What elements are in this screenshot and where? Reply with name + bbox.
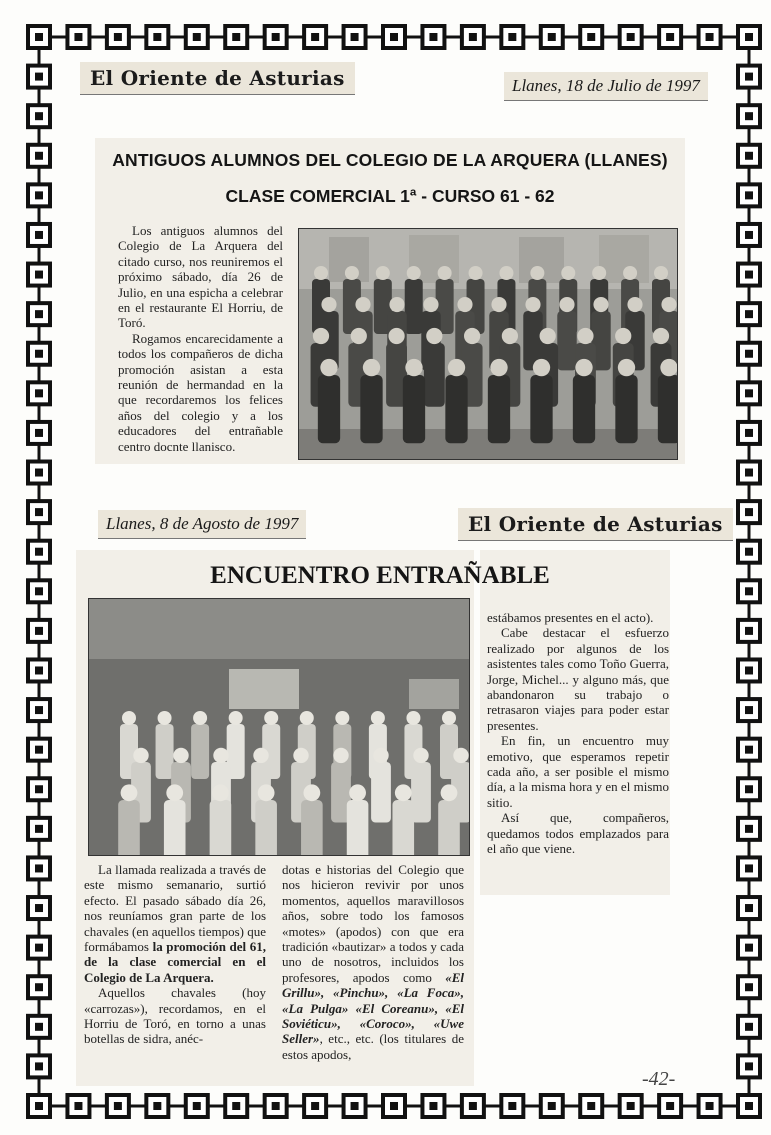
border-square-core xyxy=(35,904,43,912)
border-square-core xyxy=(706,1102,714,1110)
person-head xyxy=(559,297,574,312)
border-square-core xyxy=(232,33,240,41)
border-square-core xyxy=(311,1102,319,1110)
person-head xyxy=(253,748,268,763)
clipping1-headline-1: ANTIGUOS ALUMNOS DEL COLEGIO DE LA ARQUERA (LLANES) xyxy=(112,150,668,170)
person-head xyxy=(661,297,676,312)
border-square-core xyxy=(35,1062,43,1070)
border-square-core xyxy=(745,944,753,952)
class-group-photo-image xyxy=(299,229,677,459)
person-head xyxy=(464,328,480,344)
person-figure xyxy=(488,375,510,443)
border-square-core xyxy=(469,1102,477,1110)
person-head xyxy=(373,748,388,763)
person-head xyxy=(491,297,506,312)
person-figure xyxy=(424,343,445,407)
clipping2-column-2 xyxy=(282,862,464,1062)
border-square-core xyxy=(627,33,635,41)
person-head xyxy=(469,266,483,280)
person-head xyxy=(592,266,606,280)
border-square-core xyxy=(35,587,43,595)
person-head xyxy=(540,328,556,344)
border-square-core xyxy=(745,389,753,397)
border-square-core xyxy=(745,33,753,41)
class-group-photo xyxy=(298,228,678,460)
person-figure xyxy=(210,800,232,855)
reunion-photo-image xyxy=(89,599,469,855)
person-head xyxy=(313,328,329,344)
person-head xyxy=(213,748,228,763)
column1-text: La llamada realizada a través de este mismo semanario, surtió efecto. El pasado sábado día 26, nos reuníamos gran parte de los chavales (en aquellos tiempos) que formábamos xyxy=(84,862,266,955)
border-square-core xyxy=(548,1102,556,1110)
person-head xyxy=(335,711,349,725)
person-figure xyxy=(530,375,552,443)
border-square-core xyxy=(35,271,43,279)
border-square-core xyxy=(35,746,43,754)
person-head xyxy=(623,266,637,280)
person-head xyxy=(229,711,243,725)
border-square-core xyxy=(232,1102,240,1110)
person-head xyxy=(407,266,421,280)
border-square-core xyxy=(745,904,753,912)
border-square-core xyxy=(193,33,201,41)
person-head xyxy=(300,711,314,725)
person-figure xyxy=(405,279,423,334)
border-square-core xyxy=(745,1062,753,1070)
border-square-core xyxy=(745,1023,753,1031)
border-square-core xyxy=(429,1102,437,1110)
border-square-core xyxy=(74,1102,82,1110)
person-head xyxy=(388,328,404,344)
person-head xyxy=(575,359,592,376)
clipping1-paragraph-2: Rogamos encarecidamente a todos los compañeros de dicha promoción asistan a esta reunión de hermandad en la que recordaremos los felices años del colegio y a los educadores del entrañable centro docnte llanisco. xyxy=(118,330,283,454)
person-head xyxy=(371,711,385,725)
border-square-core xyxy=(587,33,595,41)
column3-paragraph-1: estábamos presentes en el acto). xyxy=(487,610,654,625)
clipping1-headline-2: CLASE COMERCIAL 1ª - CURSO 61 - 62 xyxy=(225,186,555,206)
border-square-core xyxy=(508,33,516,41)
border-square-core xyxy=(745,152,753,160)
border-square-core xyxy=(35,548,43,556)
border-square-core xyxy=(74,33,82,41)
border-square-core xyxy=(745,469,753,477)
border-square-core xyxy=(745,627,753,635)
person-head xyxy=(389,297,404,312)
border-square-core xyxy=(745,983,753,991)
column2-nicknames: «El Grillu», «Pinchu», «La Foca», «La Pulga» «El Coreanu», «El Soviéticu», «Coroco», «Uwe Seller» xyxy=(282,969,464,1047)
person-head xyxy=(442,711,456,725)
border-square-core xyxy=(745,350,753,358)
person-head xyxy=(395,784,412,801)
person-head xyxy=(158,711,172,725)
column1-paragraph-1 xyxy=(84,862,266,985)
column3-paragraph-2: Cabe destacar el esfuerzo realizado por algunos de los asistentes tales como Toño Guerra, Jorge, Michel... y alguno más, que abandonaron su trabajo o retrasaron viajes para poder estar presentes. xyxy=(487,625,669,733)
border-square-core xyxy=(193,1102,201,1110)
clipping2-column-3 xyxy=(487,610,669,857)
border-square-core xyxy=(745,706,753,714)
border-square-core xyxy=(35,1023,43,1031)
person-head xyxy=(441,784,458,801)
person-figure xyxy=(118,800,140,855)
person-head xyxy=(264,711,278,725)
column2-text: dotas e historias del Colegio que nos hicieron revivir por unos momentos, aquellos maravillosos años, sobre todo los famosos «motes» (apodos) con que era tradición «bautizar» a todos y cada uno de nosotros, incluidos los profesores, apodos como xyxy=(282,862,464,985)
person-head xyxy=(258,784,275,801)
person-head xyxy=(193,711,207,725)
border-square-core xyxy=(114,33,122,41)
person-head xyxy=(303,784,320,801)
person-head xyxy=(525,297,540,312)
border-square-core xyxy=(272,33,280,41)
border-square-core xyxy=(35,666,43,674)
border-square-core xyxy=(745,587,753,595)
border-square-core xyxy=(469,33,477,41)
border-square-core xyxy=(745,548,753,556)
person-head xyxy=(502,328,518,344)
person-head xyxy=(122,711,136,725)
border-square-core xyxy=(272,1102,280,1110)
border-square-core xyxy=(745,1102,753,1110)
person-head xyxy=(593,297,608,312)
border-square-core xyxy=(745,73,753,81)
person-head xyxy=(530,266,544,280)
column2-paragraph xyxy=(282,862,464,1062)
page-number: -42- xyxy=(642,1068,676,1090)
person-head xyxy=(349,784,366,801)
person-figure xyxy=(438,800,460,855)
person-head xyxy=(345,266,359,280)
border-square-core xyxy=(35,33,43,41)
person-head xyxy=(333,748,348,763)
border-square-core xyxy=(35,231,43,239)
border-square-core xyxy=(35,983,43,991)
border-square-core xyxy=(35,944,43,952)
column2-text-end: , etc., etc. (los titulares de estos apodos, xyxy=(282,1031,464,1062)
border-square-core xyxy=(35,152,43,160)
border-square-core xyxy=(311,33,319,41)
person-figure xyxy=(156,724,174,779)
person-head xyxy=(133,748,148,763)
person-head xyxy=(314,266,328,280)
person-head xyxy=(212,784,229,801)
person-head xyxy=(448,359,465,376)
border-square-core xyxy=(745,271,753,279)
person-figure xyxy=(360,375,382,443)
border-square-core xyxy=(35,825,43,833)
person-figure xyxy=(255,800,277,855)
person-head xyxy=(376,266,390,280)
border-square-core xyxy=(35,429,43,437)
clipping2-headline: ENCUENTRO ENTRAÑABLE xyxy=(210,562,550,589)
person-figure xyxy=(371,762,391,823)
column1-paragraph-2: Aquellos chavales (hoy «carrozas»), recordamos, en el Horriu de Toró, en torno a unas botellas de sidra, anéc- xyxy=(84,985,266,1047)
border-square-core xyxy=(351,1102,359,1110)
border-square-core xyxy=(666,1102,674,1110)
border-square-core xyxy=(35,508,43,516)
person-figure xyxy=(557,311,576,370)
border-square-core xyxy=(35,191,43,199)
border-square-core xyxy=(745,785,753,793)
person-head xyxy=(363,359,380,376)
person-head xyxy=(499,266,513,280)
border-square-core xyxy=(706,33,714,41)
column3-paragraph-4: Así que, compañeros, quedamos todos emplazados para el año que viene. xyxy=(487,810,669,857)
person-head xyxy=(438,266,452,280)
border-square-core xyxy=(627,1102,635,1110)
person-head xyxy=(355,297,370,312)
clipping2-date: Llanes, 8 de Agosto de 1997 xyxy=(98,510,306,539)
person-head xyxy=(321,297,336,312)
clipping2-masthead: El Oriente de Asturias xyxy=(458,508,733,541)
border-square-core xyxy=(390,33,398,41)
clipping1-date: Llanes, 18 de Julio de 1997 xyxy=(504,72,708,101)
border-square-core xyxy=(745,310,753,318)
person-figure xyxy=(164,800,186,855)
clipping1-paragraph-1: Los antiguos alumnos del Colegio de La Arquera del citado curso, nos reuniremos el próximo sábado, día 26 de Julio, en una espicha a celebrar en el restaurante El Horriu, de Toró. xyxy=(118,223,283,331)
person-head xyxy=(121,784,138,801)
clipping1-masthead: El Oriente de Asturias xyxy=(80,62,355,95)
border-square-core xyxy=(745,112,753,120)
border-square-core xyxy=(745,825,753,833)
person-figure xyxy=(191,724,209,779)
border-square-core xyxy=(35,112,43,120)
border-square-core xyxy=(745,746,753,754)
border-square-core xyxy=(745,231,753,239)
person-head xyxy=(533,359,550,376)
person-figure xyxy=(347,800,369,855)
border-square-core xyxy=(390,1102,398,1110)
border-square-core xyxy=(35,73,43,81)
border-square-core xyxy=(429,33,437,41)
person-figure xyxy=(403,375,425,443)
border-square-core xyxy=(35,469,43,477)
person-head xyxy=(293,748,308,763)
person-head xyxy=(405,359,422,376)
border-square-core xyxy=(35,389,43,397)
border-square-core xyxy=(153,1102,161,1110)
border-square-core xyxy=(153,33,161,41)
border-square-core xyxy=(548,33,556,41)
border-square-core xyxy=(745,191,753,199)
person-head xyxy=(627,297,642,312)
border-square-core xyxy=(587,1102,595,1110)
border-square-core xyxy=(35,864,43,872)
person-head xyxy=(618,359,635,376)
person-head xyxy=(615,328,631,344)
person-head xyxy=(490,359,507,376)
person-figure xyxy=(573,375,595,443)
border-square-core xyxy=(35,706,43,714)
person-figure xyxy=(445,375,467,443)
person-head xyxy=(654,266,668,280)
column1-bold-text: la promoción del 61, de la clase comercial en el Colegio de La Arquera. xyxy=(84,939,267,985)
person-head xyxy=(173,748,188,763)
clipping1-body xyxy=(118,223,283,454)
column3-paragraph-3: En fin, un encuentro muy emotivo, que esperamos repetir cada año, a ser posible el mismo día, a la misma hora y en el mismo sitio. xyxy=(487,733,669,810)
border-square-core xyxy=(745,666,753,674)
person-head xyxy=(406,711,420,725)
border-square-core xyxy=(35,350,43,358)
border-square-core xyxy=(351,33,359,41)
person-head xyxy=(660,359,677,376)
reunion-photo xyxy=(88,598,470,856)
border-square-core xyxy=(114,1102,122,1110)
person-figure xyxy=(318,375,340,443)
person-head xyxy=(351,328,367,344)
person-figure xyxy=(392,800,414,855)
person-head xyxy=(453,748,468,763)
person-head xyxy=(166,784,183,801)
border-square-core xyxy=(666,33,674,41)
border-square-core xyxy=(35,310,43,318)
border-square-core xyxy=(745,508,753,516)
person-head xyxy=(561,266,575,280)
person-head xyxy=(426,328,442,344)
border-square-core xyxy=(745,429,753,437)
person-head xyxy=(653,328,669,344)
border-square-core xyxy=(35,627,43,635)
person-figure xyxy=(615,375,637,443)
person-head xyxy=(423,297,438,312)
border-square-core xyxy=(745,864,753,872)
person-figure xyxy=(301,800,323,855)
person-head xyxy=(320,359,337,376)
border-square-core xyxy=(508,1102,516,1110)
person-figure xyxy=(658,375,677,443)
person-head xyxy=(413,748,428,763)
person-head xyxy=(577,328,593,344)
border-square-core xyxy=(35,1102,43,1110)
border-square-core xyxy=(35,785,43,793)
person-head xyxy=(457,297,472,312)
clipping2-column-1 xyxy=(84,862,266,1047)
